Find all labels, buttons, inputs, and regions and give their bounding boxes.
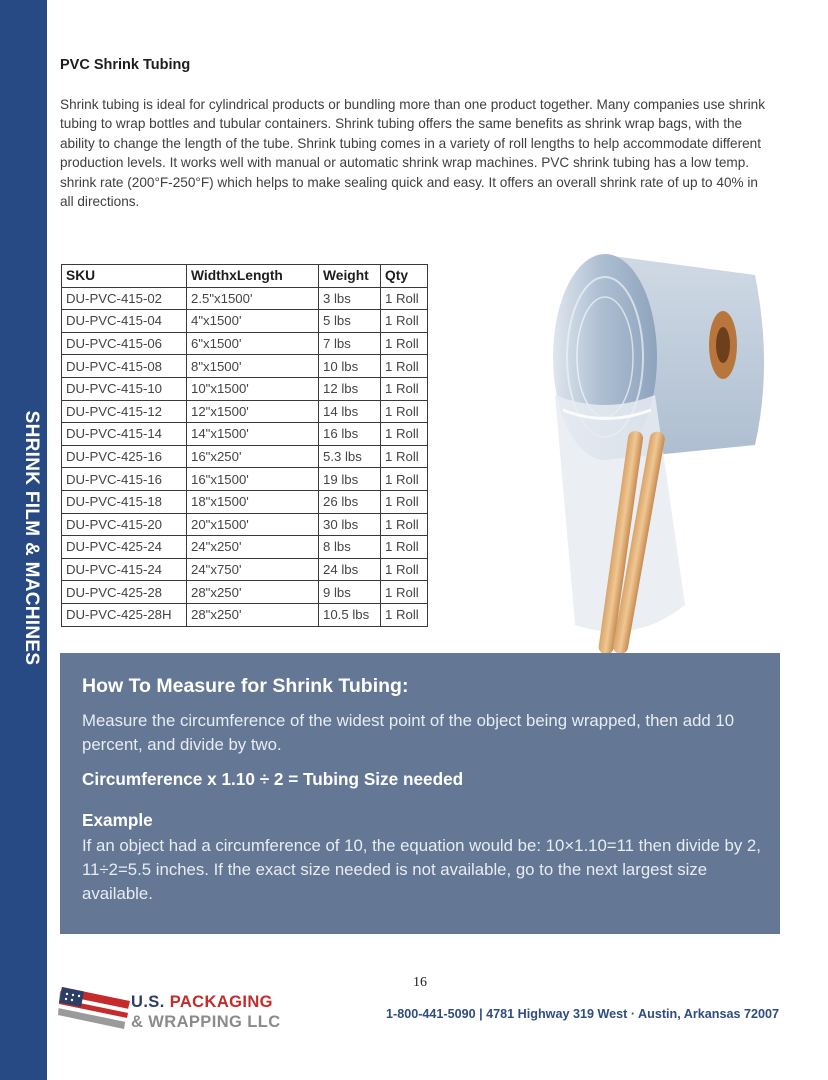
cell-size: 24"x750' bbox=[187, 558, 319, 581]
cell-qty: 1 Roll bbox=[381, 355, 428, 378]
cell-weight: 10.5 lbs bbox=[319, 603, 381, 626]
cell-size: 28"x250' bbox=[187, 581, 319, 604]
header-weight: Weight bbox=[319, 265, 381, 288]
sidebar-band bbox=[0, 0, 47, 1080]
cell-qty: 1 Roll bbox=[381, 400, 428, 423]
header-sku: SKU bbox=[62, 265, 187, 288]
cell-qty: 1 Roll bbox=[381, 536, 428, 559]
shrink-tubing-roll-image bbox=[455, 245, 775, 655]
table-row bbox=[62, 310, 428, 333]
cell-sku: DU-PVC-415-24 bbox=[62, 558, 187, 581]
table-row bbox=[62, 468, 428, 491]
cell-sku: DU-PVC-415-08 bbox=[62, 355, 187, 378]
cell-qty: 1 Roll bbox=[381, 468, 428, 491]
cell-sku: DU-PVC-425-28H bbox=[62, 603, 187, 626]
cell-sku: DU-PVC-415-10 bbox=[62, 377, 187, 400]
table-row bbox=[62, 536, 428, 559]
cell-sku: DU-PVC-415-14 bbox=[62, 423, 187, 446]
cell-weight: 12 lbs bbox=[319, 377, 381, 400]
cell-weight: 14 lbs bbox=[319, 400, 381, 423]
cell-qty: 1 Roll bbox=[381, 581, 428, 604]
cell-sku: DU-PVC-425-28 bbox=[62, 581, 187, 604]
cell-qty: 1 Roll bbox=[381, 445, 428, 468]
table-row bbox=[62, 513, 428, 536]
cell-size: 10"x1500' bbox=[187, 377, 319, 400]
cell-qty: 1 Roll bbox=[381, 332, 428, 355]
cell-sku: DU-PVC-415-18 bbox=[62, 490, 187, 513]
table-row bbox=[62, 490, 428, 513]
cell-qty: 1 Roll bbox=[381, 377, 428, 400]
table-header-row bbox=[62, 265, 428, 288]
cell-qty: 1 Roll bbox=[381, 603, 428, 626]
cell-weight: 30 lbs bbox=[319, 513, 381, 536]
measure-instructions: Measure the circumference of the widest point of the object being wrapped, then add 10 percent, and divide by two. bbox=[82, 711, 735, 754]
table-row bbox=[62, 355, 428, 378]
logo-wordmark-line2: & WRAPPING LLC bbox=[131, 1013, 281, 1031]
sku-table bbox=[61, 264, 428, 627]
cell-weight: 5.3 lbs bbox=[319, 445, 381, 468]
cell-qty: 1 Roll bbox=[381, 287, 428, 310]
measure-title: How To Measure for Shrink Tubing: bbox=[82, 675, 409, 697]
table-row bbox=[62, 332, 428, 355]
us-flag-logo-icon bbox=[58, 985, 133, 1033]
page-number: 16 bbox=[413, 975, 427, 990]
table-row bbox=[62, 287, 428, 310]
cell-size: 18"x1500' bbox=[187, 490, 319, 513]
cell-size: 24"x250' bbox=[187, 536, 319, 559]
table-row bbox=[62, 377, 428, 400]
cell-weight: 24 lbs bbox=[319, 558, 381, 581]
table-row bbox=[62, 558, 428, 581]
cell-size: 16"x250' bbox=[187, 445, 319, 468]
cell-weight: 7 lbs bbox=[319, 332, 381, 355]
measure-formula: Circumference x 1.10 ÷ 2 = Tubing Size needed bbox=[82, 769, 464, 789]
cell-qty: 1 Roll bbox=[381, 423, 428, 446]
cell-weight: 26 lbs bbox=[319, 490, 381, 513]
cell-weight: 16 lbs bbox=[319, 423, 381, 446]
example-text: If an object had a circumference of 10, the equation would be: 10×1.10=11 then divide by 2, 11÷2=5.5 inches. If the exact size needed is not available, go to the next largest size available. bbox=[82, 836, 761, 903]
example-heading: Example bbox=[82, 810, 153, 830]
cell-size: 28"x250' bbox=[187, 603, 319, 626]
cell-sku: DU-PVC-415-06 bbox=[62, 332, 187, 355]
measure-info-panel bbox=[60, 653, 780, 934]
cell-weight: 19 lbs bbox=[319, 468, 381, 491]
cell-size: 20"x1500' bbox=[187, 513, 319, 536]
cell-size: 2.5"x1500' bbox=[187, 287, 319, 310]
cell-size: 14"x1500' bbox=[187, 423, 319, 446]
cell-weight: 5 lbs bbox=[319, 310, 381, 333]
sidebar-label: SHRINK FILM & MACHINES bbox=[21, 410, 42, 666]
table-row bbox=[62, 423, 428, 446]
intro-paragraph: Shrink tubing is ideal for cylindrical products or bundling more than one product together. Many companies use shrink tubing to wrap bottles and tubular containers. Shrink tubing offers the same benefits as shrink wrap bags, with the ability to change the length of the tube. Shrink tubing comes in a variety of roll lengths to help accommodate different production levels. It works well with manual or automatic shrink wrap machines. PVC shrink tubing has a low temp. shrink rate (200°F-250°F) which helps to make sealing quick and easy. It offers an overall shrink rate of up to 40% in all directions. bbox=[60, 97, 765, 210]
cell-sku: DU-PVC-415-02 bbox=[62, 287, 187, 310]
table-row bbox=[62, 400, 428, 423]
header-width-length: WidthxLength bbox=[187, 265, 319, 288]
header-qty: Qty bbox=[381, 265, 428, 288]
table-row bbox=[62, 603, 428, 626]
cell-size: 4"x1500' bbox=[187, 310, 319, 333]
cell-sku: DU-PVC-425-16 bbox=[62, 445, 187, 468]
cell-weight: 8 lbs bbox=[319, 536, 381, 559]
cell-sku: DU-PVC-415-12 bbox=[62, 400, 187, 423]
section-title: PVC Shrink Tubing bbox=[60, 57, 191, 73]
cell-weight: 3 lbs bbox=[319, 287, 381, 310]
cell-qty: 1 Roll bbox=[381, 513, 428, 536]
cell-qty: 1 Roll bbox=[381, 310, 428, 333]
cell-size: 12"x1500' bbox=[187, 400, 319, 423]
cell-weight: 10 lbs bbox=[319, 355, 381, 378]
cell-sku: DU-PVC-415-04 bbox=[62, 310, 187, 333]
table-row bbox=[62, 445, 428, 468]
logo-wordmark-line1: U.S. PACKAGING bbox=[131, 993, 273, 1011]
cell-sku: DU-PVC-425-24 bbox=[62, 536, 187, 559]
cell-sku: DU-PVC-415-16 bbox=[62, 468, 187, 491]
cell-size: 6"x1500' bbox=[187, 332, 319, 355]
cell-weight: 9 lbs bbox=[319, 581, 381, 604]
cell-qty: 1 Roll bbox=[381, 558, 428, 581]
cell-qty: 1 Roll bbox=[381, 490, 428, 513]
cell-sku: DU-PVC-415-20 bbox=[62, 513, 187, 536]
cell-size: 16"x1500' bbox=[187, 468, 319, 491]
table-row bbox=[62, 581, 428, 604]
contact-info: 1-800-441-5090 | 4781 Highway 319 West · Austin, Arkansas 72007 bbox=[386, 1007, 779, 1021]
cell-size: 8"x1500' bbox=[187, 355, 319, 378]
